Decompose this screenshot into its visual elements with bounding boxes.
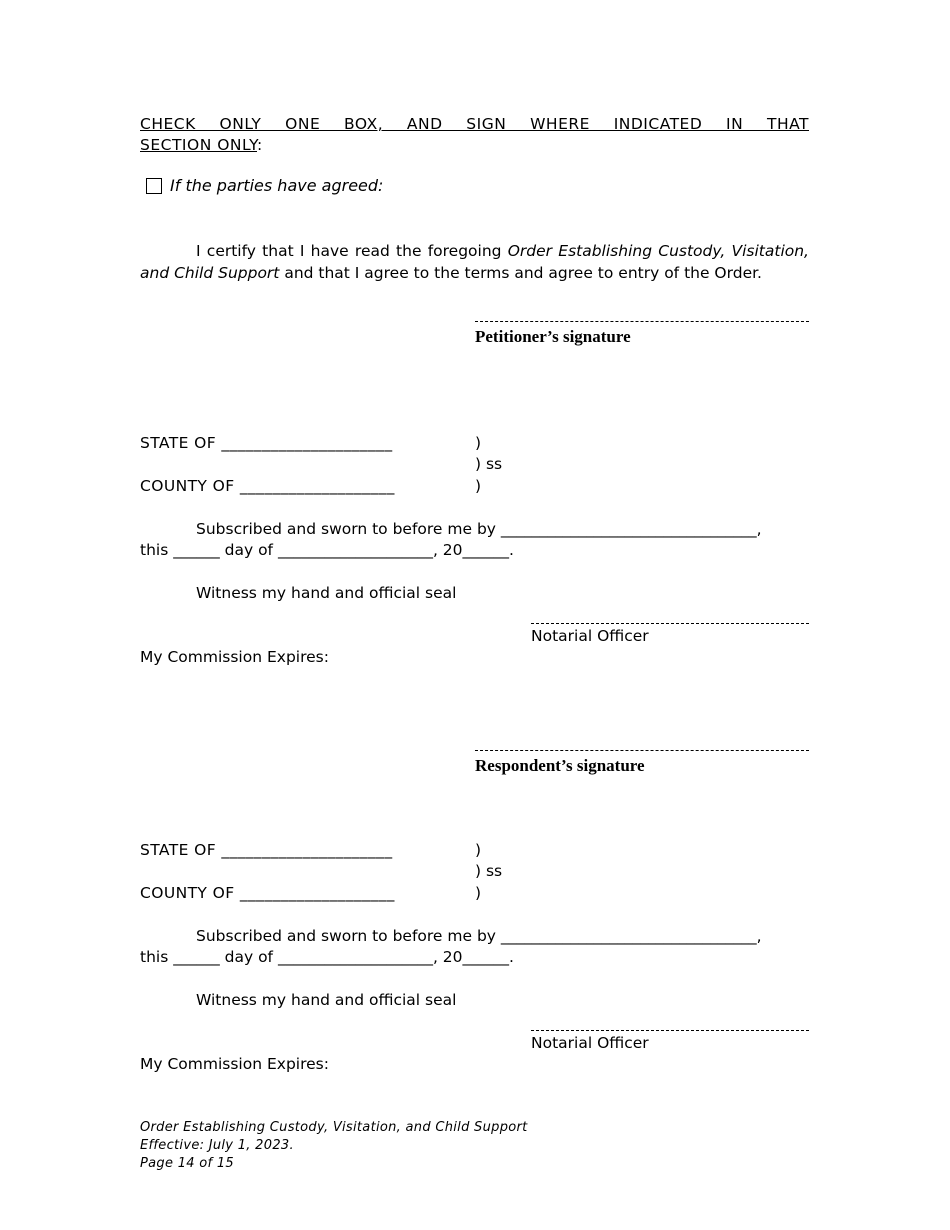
respondent-sworn-line1: Subscribed and sworn to before me by _________________________________, <box>196 927 762 945</box>
respondent-paren-bottom: ) <box>475 884 482 902</box>
petitioner-witness: Witness my hand and official seal <box>196 584 457 602</box>
footer-effective: Effective: July 1, 2023. <box>140 1138 294 1153</box>
petitioner-signature-label: Petitioner’s signature <box>475 327 631 346</box>
respondent-county-line: COUNTY OF ___________________ <box>140 884 395 902</box>
petitioner-sworn-line2: this ______ day of ____________________, 20______. <box>140 541 514 559</box>
respondent-sworn-line2: this ______ day of ____________________, 20______. <box>140 948 514 966</box>
footer-page-number: Page 14 of 15 <box>140 1156 234 1171</box>
petitioner-paren-ss: ) ss <box>475 455 503 473</box>
instructions-heading <box>140 114 809 156</box>
petitioner-paren-top: ) <box>475 434 482 452</box>
petitioner-notary-line[interactable] <box>531 623 809 624</box>
petitioner-state-line: STATE OF _____________________ <box>140 434 393 452</box>
certification-prefix: I certify that I have read the foregoing <box>196 242 508 260</box>
respondent-paren-ss: ) ss <box>475 862 503 880</box>
petitioner-commission-expires: My Commission Expires: <box>140 648 329 666</box>
agreed-checkbox-label: If the parties have agreed: <box>170 176 384 195</box>
footer-title: Order Establishing Custody, Visitation, and Child Support <box>140 1120 528 1135</box>
petitioner-sworn-line1: Subscribed and sworn to before me by _________________________________, <box>196 520 762 538</box>
respondent-commission-expires: My Commission Expires: <box>140 1055 329 1073</box>
respondent-paren-top: ) <box>475 841 482 859</box>
instructions-heading-line1: CHECK ONLY ONE BOX, AND SIGN WHERE INDICATED IN THAT <box>140 115 809 133</box>
certification-suffix: and that I agree to the terms and agree to entry of the Order. <box>279 264 762 282</box>
respondent-notary-line[interactable] <box>531 1030 809 1031</box>
petitioner-paren-bottom: ) <box>475 477 482 495</box>
petitioner-county-line: COUNTY OF ___________________ <box>140 477 395 495</box>
respondent-signature-label: Respondent’s signature <box>475 756 645 775</box>
agreed-checkbox[interactable] <box>146 178 162 194</box>
petitioner-signature-line[interactable] <box>475 321 809 322</box>
petitioner-notary-label: Notarial Officer <box>531 627 649 645</box>
respondent-state-line: STATE OF _____________________ <box>140 841 393 859</box>
certification-paragraph <box>140 240 809 284</box>
instructions-heading-line2: SECTION ONLY <box>140 136 257 154</box>
respondent-witness: Witness my hand and official seal <box>196 991 457 1009</box>
instructions-heading-colon: : <box>257 136 263 154</box>
respondent-notary-label: Notarial Officer <box>531 1034 649 1052</box>
certification-order-title: Order Establishing Custody, Visitation, and Child Support <box>140 242 809 282</box>
respondent-signature-line[interactable] <box>475 750 809 751</box>
